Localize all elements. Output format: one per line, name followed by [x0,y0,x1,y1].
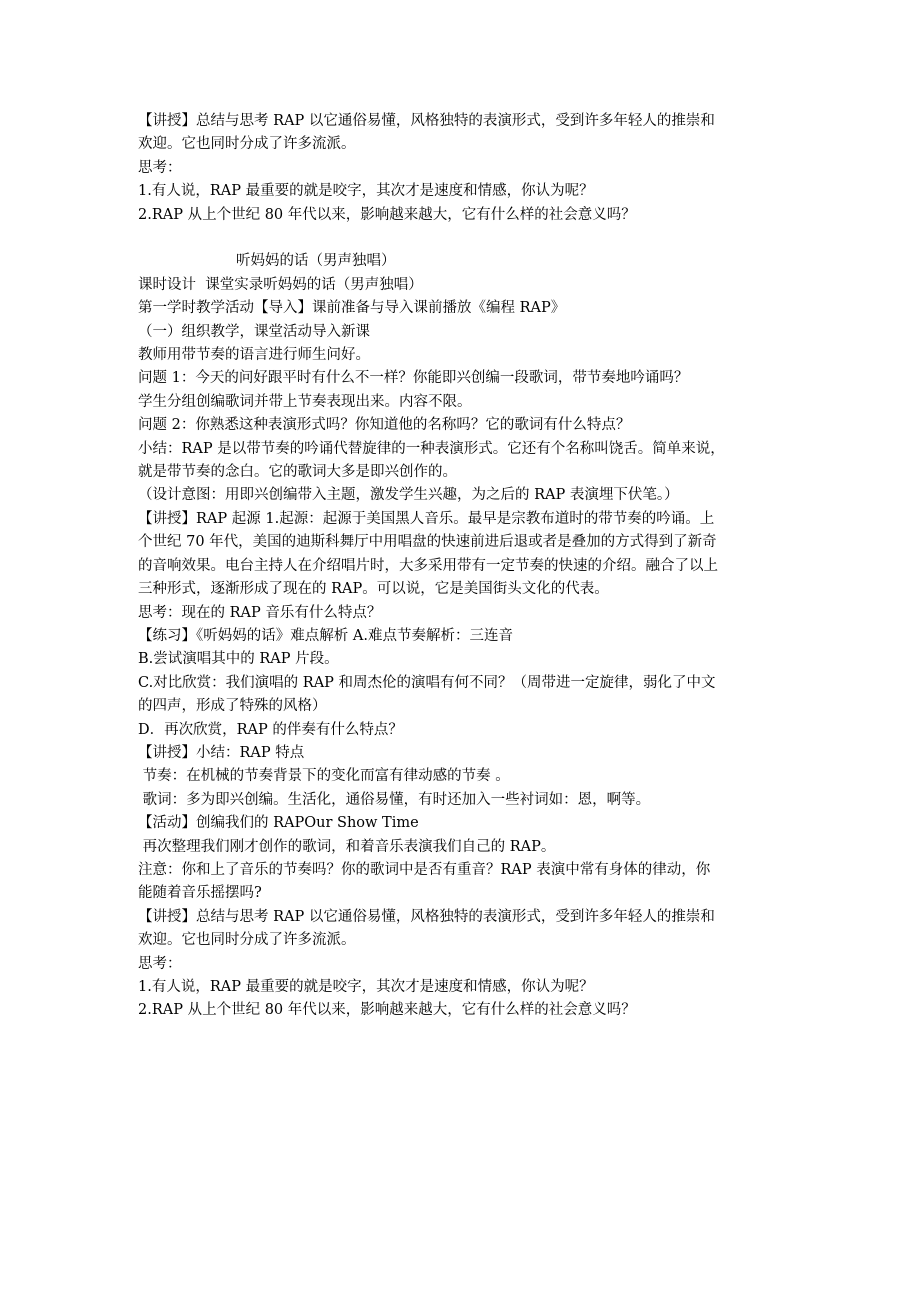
paragraph-line: 【讲授】小结：RAP 特点 [138,744,305,761]
paragraph-line: 个世纪 70 年代，美国的迪斯科舞厅中用唱盘的快速前进后退或者是叠加的方式得到了新奇 [138,534,717,551]
paragraph-line: 思考： [138,159,182,176]
paragraph-line: 歌词：多为即兴创编。生活化，通俗易懂，有时还加入一些衬词如：恩，啊等。 [138,791,651,808]
paragraph-line: 1.有人说，RAP 最重要的就是咬字，其次才是速度和情感，你认为呢？ [138,183,594,200]
paragraph-line: 注意：你和上了音乐的节奏吗？你的歌词中是否有重音？RAP 表演中常有身体的律动，你 [138,861,711,878]
paragraph-line: 问题 2：你熟悉这种表演形式吗？你知道他的名称吗？它的歌词有什么特点？ [138,417,631,434]
paragraph-line: 2.RAP 从上个世纪 80 年代以来，影响越来越大，它有什么样的社会意义吗？ [138,206,636,223]
paragraph-line: 节奏：在机械的节奏背景下的变化而富有律动感的节奏 。 [138,768,510,785]
paragraph-line: B.尝试演唱其中的 RAP 片段。 [138,651,339,668]
paragraph-line: 再次整理我们刚才创作的歌词，和着音乐表演我们自己的 RAP。 [138,838,556,855]
paragraph-line: 学生分组创编歌词并带上节奏表现出来。内容不限。 [138,393,472,410]
paragraph-line: 课时设计 课堂实录听妈妈的话（男声独唱） [138,276,423,293]
paragraph-line: 2.RAP 从上个世纪 80 年代以来，影响越来越大，它有什么样的社会意义吗？ [138,1002,636,1019]
spacer [138,227,786,250]
paragraph-line: 第一学时教学活动【导入】课前准备与导入课前播放《编程 RAP》 [138,300,566,317]
paragraph-line [138,1023,786,1046]
document-page [138,110,786,1046]
paragraph-line: 欢迎。它也同时分成了许多流派。 [138,932,356,949]
paragraph-line: 就是带节奏的念白。它的歌词大多是即兴创作的。 [138,464,457,481]
paragraph-line: （一）组织教学，课堂活动导入新课 [138,323,370,340]
paragraph-line: 的音响效果。电台主持人在介绍唱片时，大多采用带有一定节奏的快速的介绍。融合了以上 [138,557,718,574]
paragraph-line: （设计意图：用即兴创编带入主题，激发学生兴趣，为之后的 RAP 表演埋下伏笔。） [138,487,679,504]
lesson-section [138,274,786,1046]
paragraph-line: 【练习】《听妈妈的话》难点解析 A.难点节奏解析：三连音 [138,627,513,644]
paragraph-line: 三种形式，逐渐形成了现在的 RAP。可以说，它是美国街头文化的代表。 [138,581,609,598]
paragraph-line: 【活动】创编我们的 RAPOur Show Time [138,815,419,832]
paragraph-line: 【讲授】RAP 起源 1.起源：起源于美国黑人音乐。最早是宗教布道时的带节奏的吟诵。上 [138,510,715,527]
paragraph-line: 1.有人说，RAP 最重要的就是咬字，其次才是速度和情感，你认为呢？ [138,979,594,996]
paragraph-line: 欢迎。它也同时分成了许多流派。 [138,136,356,153]
paragraph-line: 【讲授】总结与思考 RAP 以它通俗易懂，风格独特的表演形式，受到许多年轻人的推崇和 [138,113,715,129]
paragraph-line: D．再次欣赏，RAP 的伴奏有什么特点？ [138,721,403,738]
paragraph-line: 思考： [138,955,182,972]
paragraph-line: 的四声，形成了特殊的风格） [138,698,327,715]
paragraph-line: 问题 1：今天的问好跟平时有什么不一样？你能即兴创编一段歌词，带节奏地吟诵吗？ [138,370,689,387]
paragraph-line: C.对比欣赏：我们演唱的 RAP 和周杰伦的演唱有何不同？（周带进一定旋律，弱化了中文 [138,674,716,691]
song-title: 听妈妈的话（男声独唱） [236,253,396,270]
paragraph-line: 【讲授】总结与思考 RAP 以它通俗易懂，风格独特的表演形式，受到许多年轻人的推崇和 [138,908,715,925]
paragraph-line: 教师用带节奏的语言进行师生问好。 [138,347,370,364]
paragraph-line: 小结：RAP 是以带节奏的吟诵代替旋律的一种表演形式。它还有个名称叫饶舌。简单来说， [138,440,725,457]
paragraph-line: 能随着音乐摇摆吗? [138,885,262,902]
intro-section [138,110,786,227]
paragraph-line: 思考：现在的 RAP 音乐有什么特点？ [138,604,382,621]
